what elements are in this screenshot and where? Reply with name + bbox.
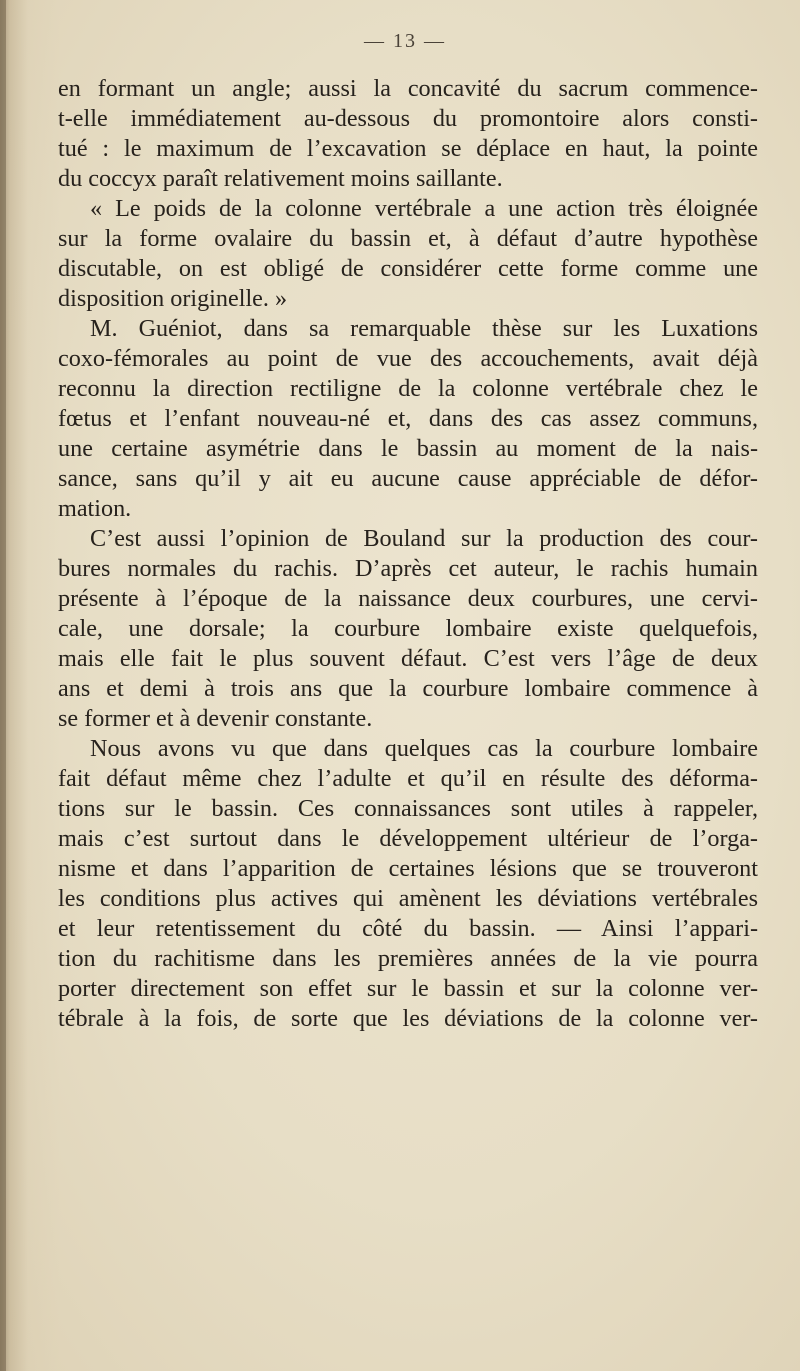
text-line: nisme et dans l’apparition de certaines lésions que se trouveront bbox=[58, 855, 758, 882]
text-line: Nous avons vu que dans quelques cas la courbure lombaire bbox=[90, 735, 758, 762]
text-line: mais elle fait le plus souvent défaut. C’est vers l’âge de deux bbox=[58, 645, 758, 672]
text-line: « Le poids de la colonne vertébrale a une action très éloignée bbox=[90, 195, 758, 222]
text-line: reconnu la direction rectiligne de la colonne vertébrale chez le bbox=[58, 375, 758, 402]
text-line: tué : le maximum de l’excavation se déplace en haut, la pointe bbox=[58, 135, 758, 162]
text-line: du coccyx paraît relativement moins saillante. bbox=[58, 165, 503, 192]
body-text bbox=[58, 74, 758, 1034]
text-line: tions sur le bassin. Ces connaissances sont utiles à rappeler, bbox=[58, 795, 758, 822]
text-line: porter directement son effet sur le bassin et sur la colonne ver- bbox=[58, 975, 758, 1002]
text-line: C’est aussi l’opinion de Bouland sur la production des cour- bbox=[90, 525, 758, 552]
text-line: M. Guéniot, dans sa remarquable thèse sur les Luxations bbox=[90, 315, 758, 342]
text-line: fœtus et l’enfant nouveau-né et, dans des cas assez communs, bbox=[58, 405, 758, 432]
text-line: tébrale à la fois, de sorte que les déviations de la colonne ver- bbox=[58, 1005, 758, 1032]
text-line: mais c’est surtout dans le développement ultérieur de l’orga- bbox=[58, 825, 758, 852]
text-line: cale, une dorsale; la courbure lombaire existe quelquefois, bbox=[58, 615, 758, 642]
text-line: une certaine asymétrie dans le bassin au moment de la nais- bbox=[58, 435, 758, 462]
text-line: disposition originelle. » bbox=[58, 285, 288, 312]
text-line: discutable, on est obligé de considérer cette forme comme une bbox=[58, 255, 758, 282]
text-line: t-elle immédiatement au-dessous du promontoire alors consti- bbox=[58, 105, 758, 132]
text-line: ans et demi à trois ans que la courbure lombaire commence à bbox=[58, 675, 758, 702]
text-line: coxo-fémorales au point de vue des accouchements, avait déjà bbox=[58, 345, 758, 372]
text-line: en formant un angle; aussi la concavité du sacrum commence- bbox=[58, 75, 758, 102]
text-line: bures normales du rachis. D’après cet auteur, le rachis humain bbox=[58, 555, 758, 582]
text-line: les conditions plus actives qui amènent les déviations vertébrales bbox=[58, 885, 758, 912]
text-line: sance, sans qu’il y ait eu aucune cause appréciable de défor- bbox=[58, 465, 758, 492]
book-spine-shadow bbox=[0, 0, 6, 1371]
text-line: se former et à devenir constante. bbox=[58, 705, 373, 732]
page-number: — 13 — bbox=[364, 30, 446, 52]
text-line: sur la forme ovalaire du bassin et, à défaut d’autre hypothèse bbox=[58, 225, 758, 252]
text-line: mation. bbox=[58, 495, 132, 522]
text-line: fait défaut même chez l’adulte et qu’il en résulte des déforma- bbox=[58, 765, 758, 792]
text-line: présente à l’époque de la naissance deux courbures, une cervi- bbox=[58, 585, 758, 612]
text-line: et leur retentissement du côté du bassin. — Ainsi l’appari- bbox=[58, 915, 758, 942]
text-line: tion du rachitisme dans les premières années de la vie pourra bbox=[58, 945, 758, 972]
